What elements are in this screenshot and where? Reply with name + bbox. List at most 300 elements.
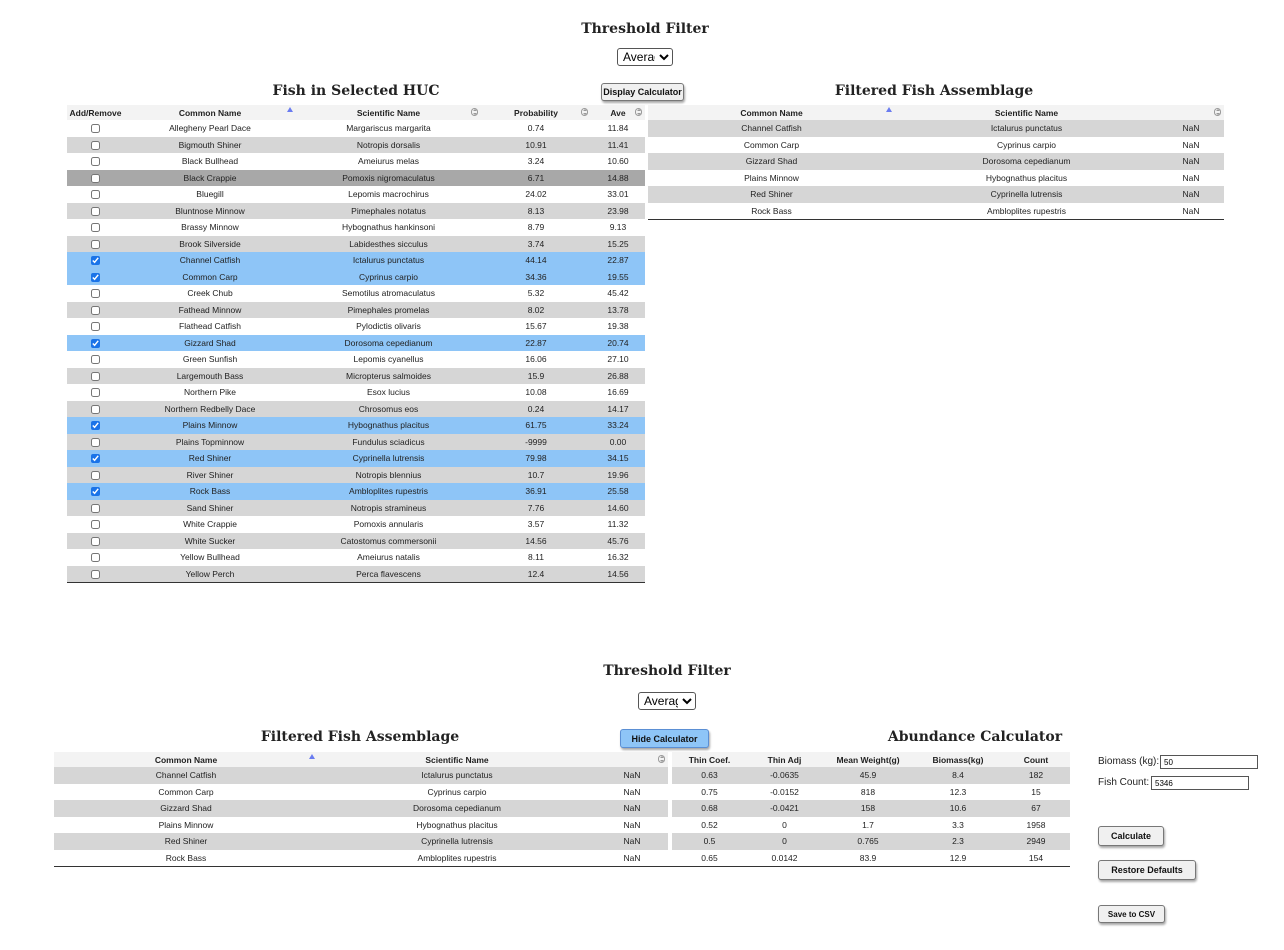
- probability-cell: -9999: [481, 434, 591, 451]
- scientific-name-cell: Ambloplites rupestris: [895, 203, 1158, 220]
- add-remove-checkbox[interactable]: [91, 355, 100, 364]
- add-remove-cell: [67, 269, 124, 286]
- scientific-name-cell: Dorosoma cepedianum: [296, 335, 481, 352]
- ave-cell: 14.88: [591, 170, 645, 187]
- add-remove-cell: [67, 450, 124, 467]
- common-name-cell: Fathead Minnow: [124, 302, 296, 319]
- table-row[interactable]: [67, 566, 645, 583]
- header-probability[interactable]: Probability: [481, 105, 591, 120]
- value-cell: NaN: [1158, 137, 1224, 154]
- add-remove-checkbox[interactable]: [91, 240, 100, 249]
- table-row[interactable]: [67, 516, 645, 533]
- add-remove-checkbox[interactable]: [91, 322, 100, 331]
- common-name-cell: Allegheny Pearl Dace: [124, 120, 296, 137]
- mean-weight-cell: 0.765: [822, 833, 914, 850]
- add-remove-cell: [67, 549, 124, 566]
- add-remove-cell: [67, 137, 124, 154]
- common-name-cell: Black Bullhead: [124, 153, 296, 170]
- thin-coef-cell: 0.68: [672, 800, 747, 817]
- common-name-cell: Red Shiner: [124, 450, 296, 467]
- common-name-cell: Bluegill: [124, 186, 296, 203]
- scientific-name-cell: Hybognathus placitus: [296, 417, 481, 434]
- common-name-cell: Plains Minnow: [54, 817, 318, 834]
- common-name-cell: Rock Bass: [124, 483, 296, 500]
- table-row[interactable]: [67, 533, 645, 550]
- add-remove-checkbox[interactable]: [91, 207, 100, 216]
- add-remove-cell: [67, 401, 124, 418]
- probability-cell: 7.76: [481, 500, 591, 517]
- common-name-cell: Creek Chub: [124, 285, 296, 302]
- sort-icon[interactable]: [471, 108, 478, 116]
- scientific-name-cell: Ambloplites rupestris: [296, 483, 481, 500]
- add-remove-cell: [67, 434, 124, 451]
- add-remove-checkbox[interactable]: [91, 124, 100, 133]
- thin-coef-cell: 0.75: [672, 784, 747, 801]
- table-row[interactable]: [67, 434, 645, 451]
- probability-cell: 79.98: [481, 450, 591, 467]
- common-name-cell: Plains Minnow: [648, 170, 895, 187]
- header-add-remove: Add/Remove: [67, 105, 124, 120]
- biomass-label: Biomass (kg):: [1098, 756, 1160, 767]
- table-row: [648, 186, 1224, 203]
- add-remove-checkbox[interactable]: [91, 570, 100, 579]
- probability-cell: 0.74: [481, 120, 591, 137]
- common-name-cell: Yellow Bullhead: [124, 549, 296, 566]
- scientific-name-cell: Hybognathus placitus: [895, 170, 1158, 187]
- table-row[interactable]: [67, 351, 645, 368]
- add-remove-checkbox[interactable]: [91, 520, 100, 529]
- table-row: [54, 767, 1070, 784]
- common-name-cell: Rock Bass: [648, 203, 895, 220]
- probability-cell: 12.4: [481, 566, 591, 583]
- count-cell: 1958: [1002, 817, 1070, 834]
- ave-cell: 10.60: [591, 153, 645, 170]
- biomass-cell: 8.4: [914, 767, 1002, 784]
- add-remove-cell: [67, 368, 124, 385]
- table-row[interactable]: [67, 483, 645, 500]
- abundance-calculator-title: Abundance Calculator: [887, 729, 1063, 745]
- header-common-name[interactable]: Common Name: [648, 105, 895, 120]
- add-remove-checkbox[interactable]: [91, 256, 100, 265]
- common-name-cell: Plains Topminnow: [124, 434, 296, 451]
- probability-cell: 14.56: [481, 533, 591, 550]
- ave-cell: 16.69: [591, 384, 645, 401]
- add-remove-cell: [67, 566, 124, 583]
- add-remove-checkbox[interactable]: [91, 471, 100, 480]
- add-remove-checkbox[interactable]: [91, 372, 100, 381]
- scientific-name-cell: Ictalurus punctatus: [296, 252, 481, 269]
- ave-cell: 26.88: [591, 368, 645, 385]
- table-row[interactable]: [67, 467, 645, 484]
- scientific-name-cell: Notropis dorsalis: [296, 137, 481, 154]
- ave-cell: 19.96: [591, 467, 645, 484]
- scientific-name-cell: Hybognathus placitus: [318, 817, 596, 834]
- ave-cell: 14.56: [591, 566, 645, 583]
- value-cell: NaN: [1158, 170, 1224, 187]
- sort-icon[interactable]: [635, 108, 642, 116]
- table-row[interactable]: [67, 450, 645, 467]
- mean-weight-cell: 83.9: [822, 850, 914, 867]
- scientific-name-cell: Chrosomus eos: [296, 401, 481, 418]
- sort-icon[interactable]: [1214, 108, 1221, 116]
- sort-ascending-icon[interactable]: [309, 754, 315, 759]
- thin-coef-cell: 0.65: [672, 850, 747, 867]
- ave-cell: 11.41: [591, 137, 645, 154]
- scientific-name-cell: Cyprinella lutrensis: [296, 450, 481, 467]
- restore-defaults-button[interactable]: Restore Defaults: [1098, 860, 1196, 880]
- common-name-cell: Gizzard Shad: [54, 800, 318, 817]
- thin-adj-cell: -0.0421: [747, 800, 822, 817]
- mean-weight-cell: 45.9: [822, 767, 914, 784]
- add-remove-checkbox[interactable]: [91, 504, 100, 513]
- mean-weight-cell: 818: [822, 784, 914, 801]
- value-cell: NaN: [596, 817, 668, 834]
- threshold-filter-title-2: Threshold Filter: [603, 663, 731, 679]
- scientific-name-cell: Ameiurus melas: [296, 153, 481, 170]
- sort-ascending-icon[interactable]: [287, 107, 293, 112]
- header-value[interactable]: [596, 752, 668, 767]
- common-name-cell: Black Crappie: [124, 170, 296, 187]
- add-remove-checkbox[interactable]: [91, 190, 100, 199]
- common-name-cell: Green Sunfish: [124, 351, 296, 368]
- add-remove-cell: [67, 170, 124, 187]
- filtered-fish-table-top: [648, 105, 1224, 220]
- header-common-name[interactable]: Common Name: [124, 105, 296, 120]
- add-remove-cell: [67, 120, 124, 137]
- biomass-input[interactable]: [1160, 755, 1258, 769]
- header-value[interactable]: [1158, 105, 1224, 120]
- header-count: Count: [1002, 752, 1070, 767]
- scientific-name-cell: Margariscus margarita: [296, 120, 481, 137]
- add-remove-cell: [67, 153, 124, 170]
- biomass-cell: 10.6: [914, 800, 1002, 817]
- common-name-cell: Channel Catfish: [54, 767, 318, 784]
- threshold-filter-title: Threshold Filter: [581, 21, 709, 37]
- add-remove-cell: [67, 186, 124, 203]
- table-row: [648, 170, 1224, 187]
- hide-calculator-button[interactable]: Hide Calculator: [620, 729, 709, 748]
- add-remove-cell: [67, 285, 124, 302]
- table-row: [54, 833, 1070, 850]
- scientific-name-cell: Dorosoma cepedianum: [895, 153, 1158, 170]
- table-row[interactable]: [67, 170, 645, 187]
- ave-cell: 23.98: [591, 203, 645, 220]
- scientific-name-cell: Cyprinella lutrensis: [318, 833, 596, 850]
- ave-cell: 11.32: [591, 516, 645, 533]
- probability-cell: 24.02: [481, 186, 591, 203]
- scientific-name-cell: Ameiurus natalis: [296, 549, 481, 566]
- add-remove-cell: [67, 417, 124, 434]
- sort-ascending-icon[interactable]: [886, 107, 892, 112]
- table-row: [648, 153, 1224, 170]
- value-cell: NaN: [596, 833, 668, 850]
- scientific-name-cell: Ictalurus punctatus: [318, 767, 596, 784]
- table-row[interactable]: [67, 252, 645, 269]
- header-common-name[interactable]: Common Name: [54, 752, 318, 767]
- probability-cell: 8.13: [481, 203, 591, 220]
- probability-cell: 5.32: [481, 285, 591, 302]
- add-remove-checkbox[interactable]: [91, 157, 100, 166]
- ave-cell: 45.76: [591, 533, 645, 550]
- add-remove-checkbox[interactable]: [91, 141, 100, 150]
- fish-count-label: Fish Count:: [1098, 777, 1150, 788]
- scientific-name-cell: Notropis stramineus: [296, 500, 481, 517]
- sort-icon[interactable]: [658, 755, 665, 763]
- ave-cell: 16.32: [591, 549, 645, 566]
- thin-coef-cell: 0.52: [672, 817, 747, 834]
- add-remove-cell: [67, 483, 124, 500]
- biomass-cell: 12.3: [914, 784, 1002, 801]
- display-calculator-button[interactable]: Display Calculator: [601, 83, 684, 101]
- common-name-cell: Common Carp: [124, 269, 296, 286]
- scientific-name-cell: Esox lucius: [296, 384, 481, 401]
- biomass-cell: 12.9: [914, 850, 1002, 867]
- add-remove-cell: [67, 533, 124, 550]
- ave-cell: 19.38: [591, 318, 645, 335]
- ave-cell: 20.74: [591, 335, 645, 352]
- scientific-name-cell: Fundulus sciadicus: [296, 434, 481, 451]
- huc-table-title: Fish in Selected HUC: [272, 83, 440, 99]
- ave-cell: 25.58: [591, 483, 645, 500]
- value-cell: NaN: [596, 767, 668, 784]
- common-name-cell: Flathead Catfish: [124, 318, 296, 335]
- ave-cell: 22.87: [591, 252, 645, 269]
- ave-cell: 19.55: [591, 269, 645, 286]
- thin-adj-cell: 0.0142: [747, 850, 822, 867]
- mean-weight-cell: 1.7: [822, 817, 914, 834]
- thin-adj-cell: -0.0152: [747, 784, 822, 801]
- mean-weight-cell: 158: [822, 800, 914, 817]
- table-row[interactable]: [67, 318, 645, 335]
- table-row[interactable]: [67, 302, 645, 319]
- value-cell: NaN: [596, 850, 668, 867]
- header-thin-coef: Thin Coef.: [672, 752, 747, 767]
- scientific-name-cell: Ambloplites rupestris: [318, 850, 596, 867]
- scientific-name-cell: Notropis blennius: [296, 467, 481, 484]
- scientific-name-cell: Semotilus atromaculatus: [296, 285, 481, 302]
- count-cell: 67: [1002, 800, 1070, 817]
- add-remove-checkbox[interactable]: [91, 421, 100, 430]
- probability-cell: 15.67: [481, 318, 591, 335]
- table-row: [54, 850, 1070, 867]
- add-remove-cell: [67, 318, 124, 335]
- table-row[interactable]: [67, 236, 645, 253]
- table-row[interactable]: [67, 285, 645, 302]
- scientific-name-cell: Pomoxis nigromaculatus: [296, 170, 481, 187]
- header-scientific-name[interactable]: Scientific Name: [296, 105, 481, 120]
- scientific-name-cell: Hybognathus hankinsoni: [296, 219, 481, 236]
- biomass-cell: 2.3: [914, 833, 1002, 850]
- scientific-name-cell: Dorosoma cepedianum: [318, 800, 596, 817]
- add-remove-cell: [67, 516, 124, 533]
- scientific-name-cell: Cyprinus carpio: [296, 269, 481, 286]
- count-cell: 15: [1002, 784, 1070, 801]
- common-name-cell: Gizzard Shad: [124, 335, 296, 352]
- add-remove-checkbox[interactable]: [91, 405, 100, 414]
- huc-fish-table: [67, 105, 645, 583]
- add-remove-checkbox[interactable]: [91, 223, 100, 232]
- thin-coef-cell: 0.5: [672, 833, 747, 850]
- scientific-name-cell: Lepomis cyanellus: [296, 351, 481, 368]
- add-remove-cell: [67, 500, 124, 517]
- add-remove-checkbox[interactable]: [91, 487, 100, 496]
- ave-cell: 27.10: [591, 351, 645, 368]
- ave-cell: 14.60: [591, 500, 645, 517]
- table-row[interactable]: [67, 137, 645, 154]
- probability-cell: 3.24: [481, 153, 591, 170]
- table-row[interactable]: [67, 219, 645, 236]
- common-name-cell: Northern Pike: [124, 384, 296, 401]
- scientific-name-cell: Cyprinus carpio: [318, 784, 596, 801]
- table-row[interactable]: [67, 203, 645, 220]
- probability-cell: 36.91: [481, 483, 591, 500]
- thin-adj-cell: -0.0635: [747, 767, 822, 784]
- common-name-cell: Sand Shiner: [124, 500, 296, 517]
- table-row: [54, 800, 1070, 817]
- table-row: [648, 137, 1224, 154]
- header-scientific-name[interactable]: Scientific Name: [895, 105, 1158, 120]
- sort-icon[interactable]: [581, 108, 588, 116]
- ave-cell: 11.84: [591, 120, 645, 137]
- add-remove-checkbox[interactable]: [91, 289, 100, 298]
- value-cell: NaN: [1158, 120, 1224, 137]
- common-name-cell: White Sucker: [124, 533, 296, 550]
- common-name-cell: Brassy Minnow: [124, 219, 296, 236]
- table-row[interactable]: [67, 269, 645, 286]
- count-cell: 182: [1002, 767, 1070, 784]
- common-name-cell: Gizzard Shad: [648, 153, 895, 170]
- value-cell: NaN: [1158, 186, 1224, 203]
- probability-cell: 61.75: [481, 417, 591, 434]
- threshold-filter-select[interactable]: [617, 48, 673, 66]
- add-remove-cell: [67, 351, 124, 368]
- count-cell: 154: [1002, 850, 1070, 867]
- add-remove-cell: [67, 384, 124, 401]
- table-row[interactable]: [67, 384, 645, 401]
- common-name-cell: Bluntnose Minnow: [124, 203, 296, 220]
- scientific-name-cell: Perca flavescens: [296, 566, 481, 583]
- add-remove-checkbox[interactable]: [91, 438, 100, 447]
- scientific-name-cell: Micropterus salmoides: [296, 368, 481, 385]
- probability-cell: 3.74: [481, 236, 591, 253]
- common-name-cell: Bigmouth Shiner: [124, 137, 296, 154]
- table-row[interactable]: [67, 120, 645, 137]
- scientific-name-cell: Catostomus commersonii: [296, 533, 481, 550]
- scientific-name-cell: Lepomis macrochirus: [296, 186, 481, 203]
- add-remove-cell: [67, 467, 124, 484]
- probability-cell: 3.57: [481, 516, 591, 533]
- table-row[interactable]: [67, 153, 645, 170]
- value-cell: NaN: [1158, 203, 1224, 220]
- probability-cell: 34.36: [481, 269, 591, 286]
- probability-cell: 6.71: [481, 170, 591, 187]
- add-remove-checkbox[interactable]: [91, 306, 100, 315]
- table-row[interactable]: [67, 335, 645, 352]
- add-remove-checkbox[interactable]: [91, 339, 100, 348]
- add-remove-checkbox[interactable]: [91, 454, 100, 463]
- add-remove-cell: [67, 219, 124, 236]
- threshold-filter-select-2[interactable]: [638, 692, 696, 710]
- table-row[interactable]: [67, 186, 645, 203]
- scientific-name-cell: Cyprinella lutrensis: [895, 186, 1158, 203]
- biomass-cell: 3.3: [914, 817, 1002, 834]
- ave-cell: 33.01: [591, 186, 645, 203]
- common-name-cell: Plains Minnow: [124, 417, 296, 434]
- header-ave[interactable]: Ave: [591, 105, 645, 120]
- table-row: [648, 203, 1224, 220]
- probability-cell: 8.11: [481, 549, 591, 566]
- thin-adj-cell: 0: [747, 817, 822, 834]
- ave-cell: 13.78: [591, 302, 645, 319]
- ave-cell: 33.24: [591, 417, 645, 434]
- common-name-cell: Common Carp: [648, 137, 895, 154]
- table-row[interactable]: [67, 417, 645, 434]
- save-to-csv-button[interactable]: Save to CSV: [1098, 905, 1165, 923]
- calculate-button[interactable]: Calculate: [1098, 826, 1164, 846]
- common-name-cell: River Shiner: [124, 467, 296, 484]
- ave-cell: 14.17: [591, 401, 645, 418]
- filtered-assemblage-title: Filtered Fish Assemblage: [834, 83, 1034, 99]
- table-row[interactable]: [67, 500, 645, 517]
- scientific-name-cell: Pimephales notatus: [296, 203, 481, 220]
- fish-count-input[interactable]: [1151, 776, 1249, 790]
- probability-cell: 16.06: [481, 351, 591, 368]
- scientific-name-cell: Labidesthes sicculus: [296, 236, 481, 253]
- probability-cell: 44.14: [481, 252, 591, 269]
- probability-cell: 22.87: [481, 335, 591, 352]
- header-scientific-name[interactable]: Scientific Name: [318, 752, 596, 767]
- add-remove-cell: [67, 335, 124, 352]
- common-name-cell: White Crappie: [124, 516, 296, 533]
- add-remove-checkbox[interactable]: [91, 553, 100, 562]
- scientific-name-cell: Pylodictis olivaris: [296, 318, 481, 335]
- add-remove-checkbox[interactable]: [91, 537, 100, 546]
- ave-cell: 34.15: [591, 450, 645, 467]
- table-row: [54, 817, 1070, 834]
- add-remove-checkbox[interactable]: [91, 273, 100, 282]
- add-remove-checkbox[interactable]: [91, 174, 100, 183]
- probability-cell: 8.02: [481, 302, 591, 319]
- probability-cell: 0.24: [481, 401, 591, 418]
- table-row[interactable]: [67, 549, 645, 566]
- common-name-cell: Brook Silverside: [124, 236, 296, 253]
- value-cell: NaN: [596, 784, 668, 801]
- thin-adj-cell: 0: [747, 833, 822, 850]
- common-name-cell: Common Carp: [54, 784, 318, 801]
- ave-cell: 45.42: [591, 285, 645, 302]
- filtered-assemblage-title-2: Filtered Fish Assemblage: [260, 729, 460, 745]
- probability-cell: 10.08: [481, 384, 591, 401]
- probability-cell: 8.79: [481, 219, 591, 236]
- table-row[interactable]: [67, 401, 645, 418]
- common-name-cell: Red Shiner: [54, 833, 318, 850]
- common-name-cell: Channel Catfish: [124, 252, 296, 269]
- add-remove-cell: [67, 236, 124, 253]
- probability-cell: 15.9: [481, 368, 591, 385]
- ave-cell: 0.00: [591, 434, 645, 451]
- header-biomass: Biomass(kg): [914, 752, 1002, 767]
- ave-cell: 9.13: [591, 219, 645, 236]
- add-remove-checkbox[interactable]: [91, 388, 100, 397]
- table-row[interactable]: [67, 368, 645, 385]
- table-row: [648, 120, 1224, 137]
- abundance-table: [54, 752, 1070, 867]
- count-cell: 2949: [1002, 833, 1070, 850]
- common-name-cell: Red Shiner: [648, 186, 895, 203]
- common-name-cell: Largemouth Bass: [124, 368, 296, 385]
- common-name-cell: Yellow Perch: [124, 566, 296, 583]
- probability-cell: 10.7: [481, 467, 591, 484]
